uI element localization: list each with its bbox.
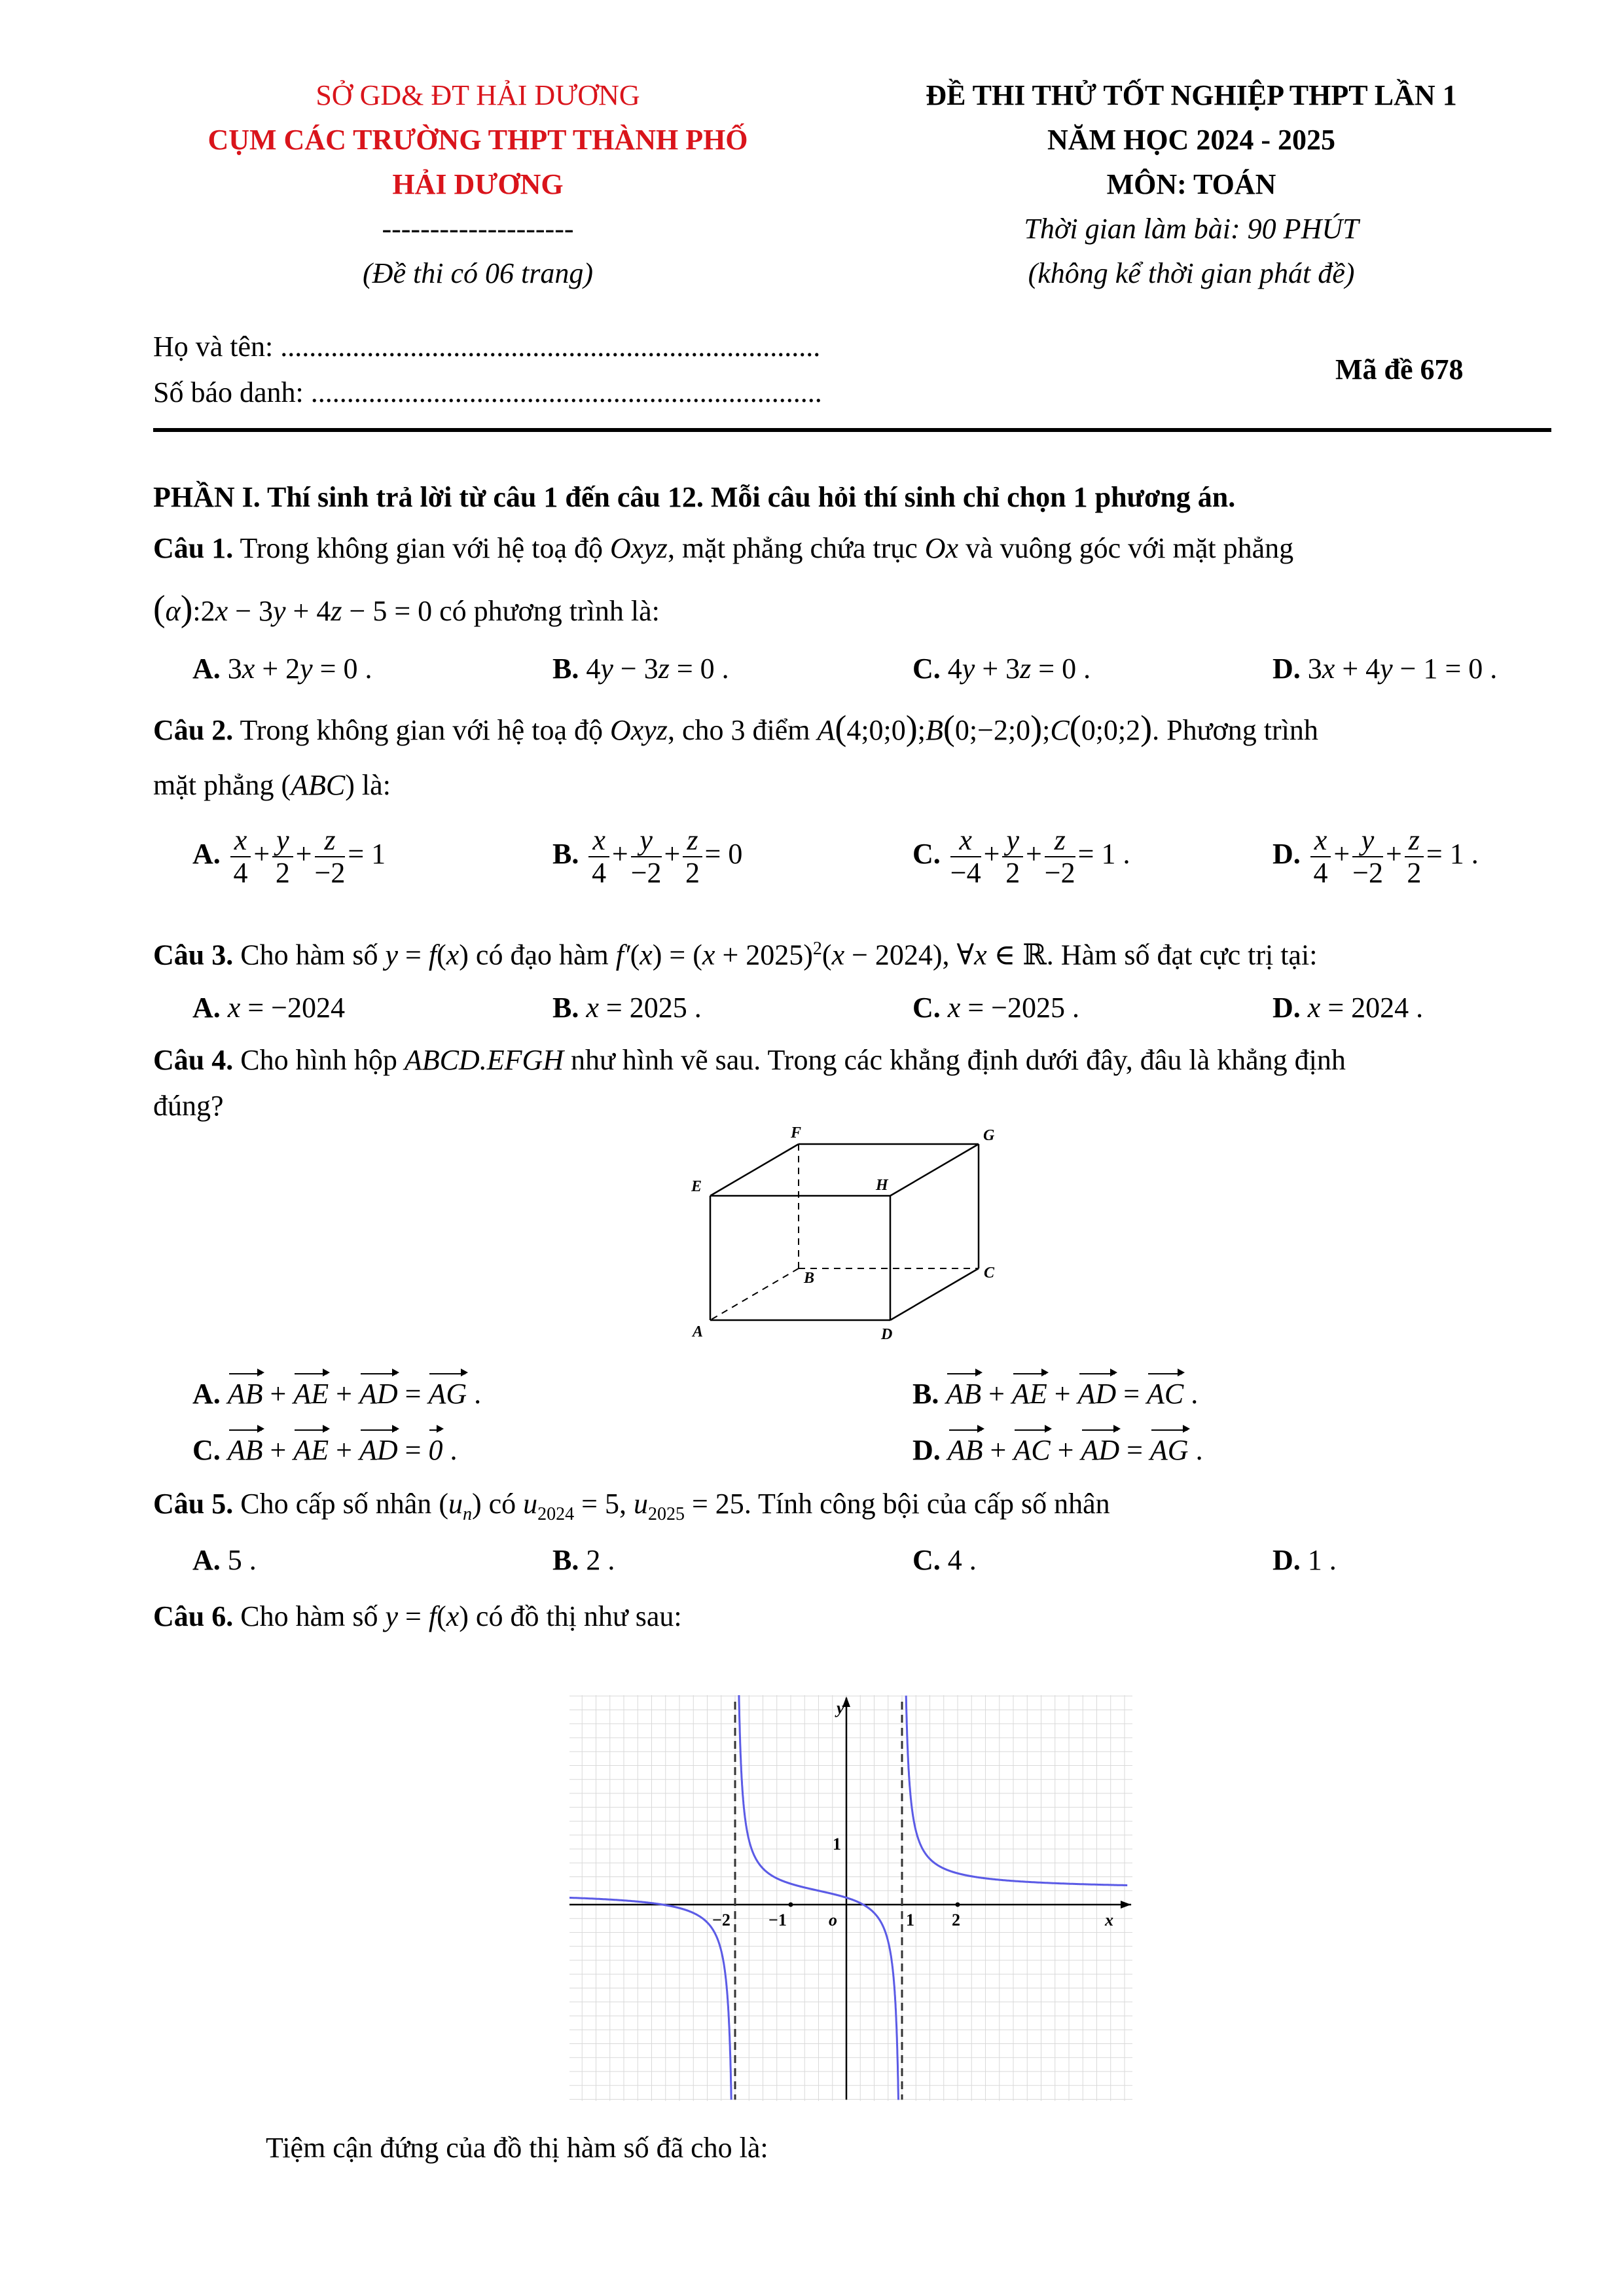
q3-text-c: . Hàm số đạt cực trị tại: xyxy=(1046,939,1318,971)
question-4: Câu 4. Cho hình hộp ABCD.EFGH như hình vẽ sau. Trong các khẳng định dưới đây, đâu là khẳng định xyxy=(153,1044,1346,1076)
question-1: Câu 1. Trong không gian với hệ toạ độ Oxyz, mặt phẳng chứa trục Ox và vuông góc với mặt phẳng xyxy=(153,532,1294,564)
q2-text-a: Trong không gian với hệ toạ độ xyxy=(233,714,610,746)
exam-time-note: (không kể thời gian phát đề) xyxy=(1028,257,1355,289)
header-divider: -------------------- xyxy=(382,213,574,245)
candidate-name-field: Họ và tên: ........................................................................... xyxy=(153,331,821,363)
origin-label: o xyxy=(829,1910,837,1929)
q1-option-d[interactable]: D. 3x + 4y − 1 = 0 . xyxy=(1272,653,1498,685)
q2-text-line2: mặt phẳng xyxy=(153,769,281,801)
label-E: E xyxy=(691,1178,702,1195)
q5-option-a[interactable]: A. 5 . xyxy=(192,1544,257,1576)
q2-option-d[interactable]: D. $\frac{x}{4}$ + $\frac{y}{-2}$ + $\frac{z}{2}$ = 1 . xyxy=(1272,824,1479,889)
y-tick-1: 1 xyxy=(833,1835,841,1854)
q4-text-b: như hình vẽ sau. Trong các khẳng định dưới đây, đâu là khẳng định xyxy=(564,1044,1346,1076)
edge-CD xyxy=(890,1268,979,1320)
q1-text-a: Trong không gian với hệ toạ độ xyxy=(233,532,610,564)
question-5: Câu 5. Cho cấp số nhân $(u_n)$ có $u_{2024} = 5$, $u_{2025} = 25$. Tính công bội của cấp số nhân xyxy=(153,1488,1110,1524)
q1-option-c[interactable]: C. 4y + 3z = 0 . xyxy=(912,653,1091,685)
y-axis-label: y xyxy=(837,1698,844,1717)
graph-grid xyxy=(569,1695,1132,2101)
q5-option-b[interactable]: B. 2 . xyxy=(552,1544,615,1576)
label-F: F xyxy=(791,1126,802,1141)
function-graph xyxy=(569,1695,1132,2101)
q4-option-d[interactable]: D. AB + AC + AD = AG . xyxy=(912,1431,1203,1470)
x-tick-p1: 1 xyxy=(906,1910,914,1929)
q2-label: Câu 2. xyxy=(153,714,234,746)
x-axis-label: x xyxy=(1105,1910,1113,1929)
school-department: SỞ GD& ĐT HẢI DƯƠNG xyxy=(316,79,640,111)
q5-text-b: có xyxy=(481,1488,524,1520)
part1-heading: PHẦN I. Thí sinh trả lời từ câu 1 đến câu 12. Mỗi câu hỏi thí sinh chỉ chọn 1 phương án. xyxy=(153,481,1236,513)
q2-option-b[interactable]: B. $\frac{x}{4}$ + $\frac{y}{-2}$ + $\frac{z}{2}$ = 0 xyxy=(552,824,743,889)
q6-text-a: Cho hàm số xyxy=(233,1600,386,1632)
candidate-id-field: Số báo danh: ....................................................................... xyxy=(153,376,822,408)
q3-text-a: Cho hàm số xyxy=(233,939,386,971)
q1-label: Câu 1. xyxy=(153,532,234,564)
q5-text-c: . Tính công bội của cấp số nhân xyxy=(744,1488,1110,1520)
edge-BA-hidden xyxy=(710,1268,799,1320)
q6-text-b: có đồ thị như sau: xyxy=(468,1600,682,1632)
q2-text-b: , cho 3 điểm xyxy=(667,714,818,746)
q1-text-c: và vuông góc với mặt phẳng xyxy=(958,532,1294,564)
q1-plane-equation: (α):2x − 3y + 4z − 5 = 0 có phương trình là: xyxy=(153,588,660,629)
q3-option-c[interactable]: C. x = −2025 . xyxy=(912,992,1079,1024)
q3-label: Câu 3. xyxy=(153,939,234,971)
q5-label: Câu 5. xyxy=(153,1488,234,1520)
q2-option-a[interactable]: A. $\frac{x}{4}$ + $\frac{y}{2}$ + $\frac{z}{-2}$ = 1 xyxy=(192,824,386,889)
q3-text-b: có đạo hàm xyxy=(468,939,616,971)
school-city: HẢI DƯƠNG xyxy=(392,168,564,200)
label-C: C xyxy=(984,1265,995,1282)
q4-text-a: Cho hình hộp xyxy=(233,1044,405,1076)
q1-option-b[interactable]: B. 4y − 3z = 0 . xyxy=(552,653,729,685)
q4-option-b[interactable]: B. AB + AE + AD = AC . xyxy=(912,1374,1198,1414)
q1-option-a[interactable]: A. 3x + 2y = 0 . xyxy=(192,653,372,685)
x-tick-m2: −2 xyxy=(712,1910,731,1929)
label-B: B xyxy=(804,1270,815,1287)
q3-option-d[interactable]: D. x = 2024 . xyxy=(1272,992,1424,1024)
x-tick-m1: −1 xyxy=(768,1910,787,1929)
subject: MÔN: TOÁN xyxy=(1106,168,1276,200)
edge-GH xyxy=(890,1144,979,1196)
q5-option-d[interactable]: D. 1 . xyxy=(1272,1544,1337,1576)
label-G: G xyxy=(983,1127,995,1144)
header-rule xyxy=(153,428,1551,432)
x-axis-arrow xyxy=(1121,1901,1131,1909)
school-year: NĂM HỌC 2024 - 2025 xyxy=(1047,124,1335,156)
label-H: H xyxy=(876,1177,888,1194)
q3-option-a[interactable]: A. x = −2024 xyxy=(192,992,345,1024)
q3-option-b[interactable]: B. x = 2025 . xyxy=(552,992,702,1024)
box-figure xyxy=(681,1126,1021,1348)
question-3: Câu 3. Cho hàm số y = f(x) có đạo hàm $f'(x) = (x + 2025)^2(x - 2024)$, ∀x ∈ ℝ. Hàm số đạt cực trị tại: xyxy=(153,939,1318,971)
q6-label: Câu 6. xyxy=(153,1600,234,1632)
q4-label: Câu 4. xyxy=(153,1044,234,1076)
q2-text-c: . Phương trình xyxy=(1152,714,1318,746)
exam-title: ĐỀ THI THỬ TỐT NGHIỆP THPT LẦN 1 xyxy=(926,79,1457,111)
label-A: A xyxy=(693,1323,704,1340)
page-count-note: (Đề thi có 06 trang) xyxy=(363,257,593,289)
q5-option-c[interactable]: C. 4 . xyxy=(912,1544,977,1576)
q4-line2: đúng? xyxy=(153,1090,224,1122)
q2-option-c[interactable]: C. $\frac{x}{-4}$ + $\frac{y}{2}$ + $\frac{z}{-2}$ = 1 . xyxy=(912,824,1130,889)
label-D: D xyxy=(881,1326,893,1343)
tick-dot-p2 xyxy=(956,1903,960,1907)
q6-followup: Tiệm cận đứng của đồ thị hàm số đã cho là: xyxy=(266,2132,768,2164)
exam-code: Mã đề 678 xyxy=(1335,353,1464,386)
x-tick-p2: 2 xyxy=(952,1910,960,1929)
question-2: Câu 2. Trong không gian với hệ toạ độ Oxyz, cho 3 điểm A(4;0;0);B(0;−2;0);C(0;0;2). Phương trình xyxy=(153,708,1318,747)
q2-line2: mặt phẳng (ABC) là: xyxy=(153,769,391,801)
q1-text-d: có phương trình là: xyxy=(432,595,660,627)
question-6: Câu 6. Cho hàm số y = f(x) có đồ thị như sau: xyxy=(153,1600,682,1632)
tick-dot-m1 xyxy=(789,1903,793,1907)
q5-text-a: Cho cấp số nhân xyxy=(233,1488,439,1520)
exam-time: Thời gian làm bài: 90 PHÚT xyxy=(1024,213,1359,245)
q4-option-a[interactable]: A. AB + AE + AD = AG . xyxy=(192,1374,481,1414)
q1-text-b: , mặt phẳng chứa trục xyxy=(667,532,925,564)
q4-option-c[interactable]: C. AB + AE + AD = 0 . xyxy=(192,1431,457,1470)
edge-EF xyxy=(710,1144,799,1196)
school-cluster: CỤM CÁC TRƯỜNG THPT THÀNH PHỐ xyxy=(208,124,748,156)
